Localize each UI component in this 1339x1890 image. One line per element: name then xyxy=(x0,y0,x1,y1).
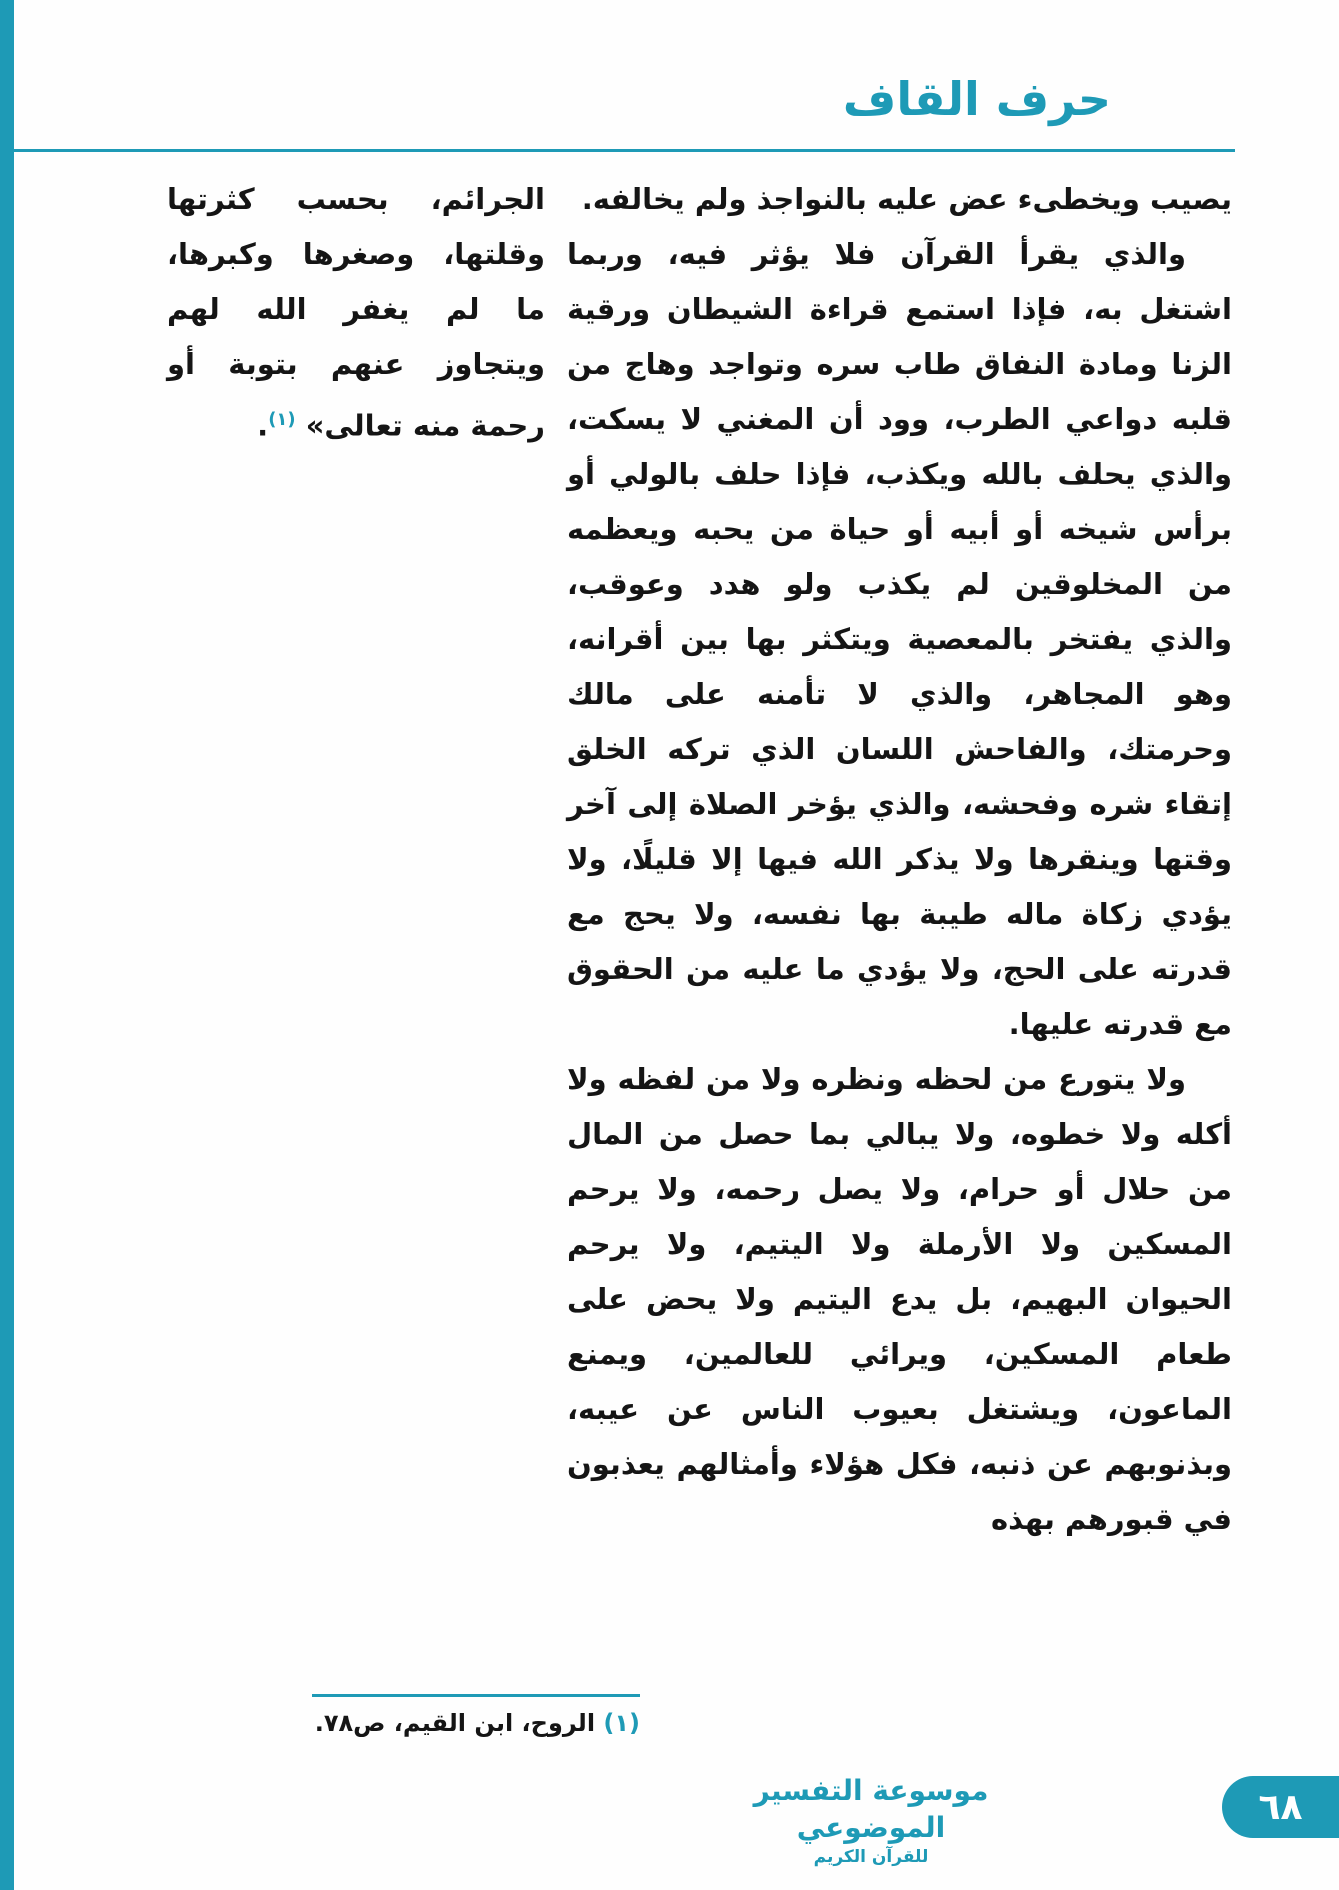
paragraph: يصيب ويخطىء عض عليه بالنواجذ ولم يخالفه. xyxy=(581,182,1232,216)
publisher-logo xyxy=(735,1773,1007,1868)
footnote-number: (١) xyxy=(603,1709,640,1737)
paragraph xyxy=(167,172,545,454)
logo-title: موسوعة التفسير الموضوعي xyxy=(753,1774,989,1844)
footnote-block xyxy=(312,1694,640,1737)
main-text-column xyxy=(567,172,1232,1547)
paragraph: ولا يتورع من لحظه ونظره ولا من لفظه ولا أكله ولا خطوه، ولا يبالي بما حصل من المال من حلال أو حرام، ولا يصل رحمه، ولا يرحم المسكين ولا الأرملة ولا اليتيم، ولا يرحم الحيوان البهيم، بل يدع اليتيم ولا يحض على طعام المسكين، ويرائي للعالمين، ويمنع الماعون، ويشتغل بعيوب الناس عن عيبه، وبذنوبهم عن ذنبه، فكل هؤلاء وأمثالهم يعذبون في قبورهم بهذه xyxy=(567,1062,1232,1536)
secondary-text-column xyxy=(167,172,545,454)
left-accent-stripe xyxy=(0,0,14,1890)
header-divider-line xyxy=(6,149,1235,152)
chapter-heading: حرف القاف xyxy=(842,72,1111,126)
footnote-separator-line xyxy=(312,1694,640,1697)
footnote-reference-marker: (١) xyxy=(268,409,296,430)
footnote xyxy=(312,1709,640,1737)
closing-period: . xyxy=(257,408,269,443)
paragraph-text: الجرائم، بحسب كثرتها وقلتها، وصغرها وكبرها، ما لم يغفر الله لهم ويتجاوز عنهم بتوبة أو رحمة منه تعالى» xyxy=(167,182,545,443)
footnote-source-text: الروح، ابن القيم، ص٧٨. xyxy=(314,1709,596,1737)
page-number-badge: ٦٨ xyxy=(1222,1776,1339,1838)
logo-subtitle: للقرآن الكريم xyxy=(813,1846,929,1867)
paragraph: والذي يقرأ القرآن فلا يؤثر فيه، وربما اشتغل به، فإذا استمع قراءة الشيطان ورقية الزنا ومادة النفاق طاب سره وتواجد وهاج من قلبه دواعي الطرب، وود أن المغني لا يسكت، والذي يحلف بالله ويكذب، فإذا حلف بالولي أو برأس شيخه أو أبيه أو حياة من يحبه ويعظمه من المخلوقين لم يكذب ولو هدد وعوقب، والذي يفتخر بالمعصية ويتكثر بها بين أقرانه، وهو المجاهر، والذي لا تأمنه على مالك وحرمتك، والفاحش اللسان الذي تركه الخلق إتقاء شره وفحشه، والذي يؤخر الصلاة إلى آخر وقتها وينقرها ولا يذكر الله فيها إلا قليلًا، ولا يؤدي زكاة ماله طيبة بها نفسه، ولا يحج مع قدرته على الحج، ولا يؤدي ما عليه من الحقوق مع قدرته عليها. xyxy=(567,237,1232,1041)
